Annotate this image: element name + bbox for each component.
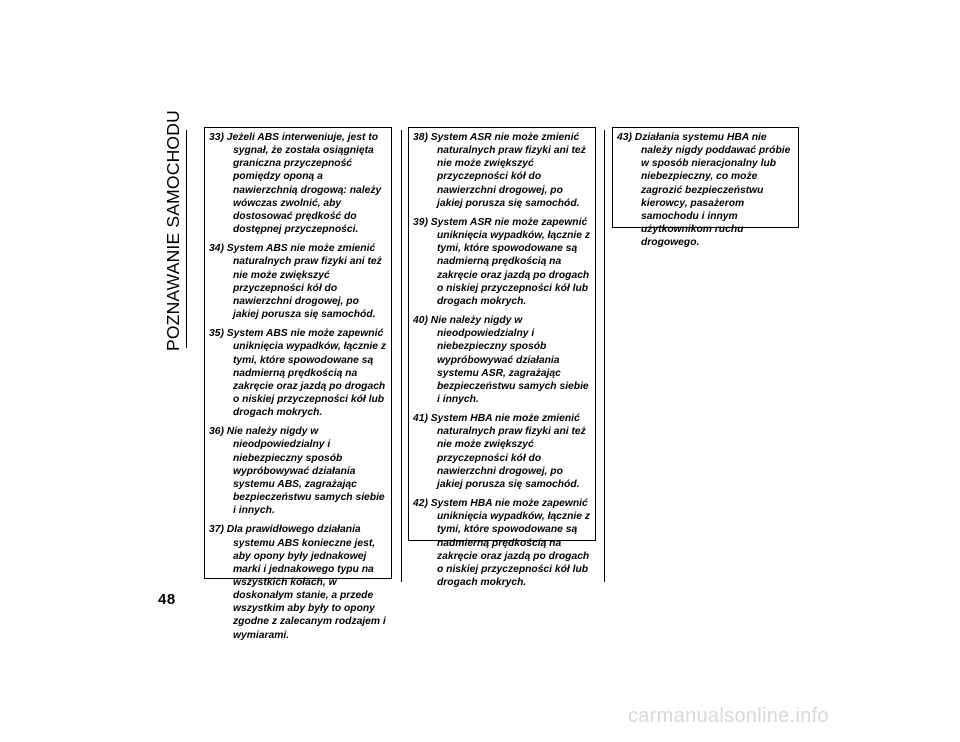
- section-title-rule: [186, 130, 187, 348]
- page-number: 48: [158, 591, 176, 608]
- note-38: 38) System ASR nie może zmienić naturalnych praw fizyki ani też nie może zwiększyć przyczepności kół do nawierzchni drogowej, po jakiej porusza się samochód.: [413, 132, 586, 209]
- note-35: 35) System ABS nie może zapewnić uniknięcia wypadków, łącznie z tymi, które spowodowane są nadmierną prędkością na zakręcie oraz jazdą po drogach o niskiej przyczepności kół lub drogach mokrych.: [209, 328, 386, 419]
- column-divider-right: [604, 130, 605, 582]
- section-title: POZNAWANIE SAMOCHODU: [163, 110, 183, 351]
- column-divider-left: [401, 130, 402, 582]
- note-34: 34) System ABS nie może zmienić naturalnych praw fizyki ani też nie może zwiększyć przyczepności kół do nawierzchni drogowej, po jakiej porusza się samochód.: [209, 243, 382, 321]
- warning-notes-column-3: [612, 127, 799, 249]
- note-43: 43) Działania systemu HBA nie należy nigdy poddawać próbie w sposób nieracjonalny lub niebezpieczny, co może zagrozić bezpieczeństwu kierowcy, pasażerom samochodu i innym użytkownikom ruchu drogowego.: [617, 132, 791, 249]
- note-40: 40) Nie należy nigdy w nieodpowiedzialny i niebezpieczny sposób wypróbowywać działania systemu ASR, zagrażając bezpieczeństwu samych siebie i innych.: [413, 315, 589, 405]
- note-36: 36) Nie należy nigdy w nieodpowiedzialny i niebezpieczny sposób wypróbowywać działania systemu ABS, zagrażając bezpieczeństwu samych siebie i innych.: [209, 426, 385, 517]
- note-41: 41) System HBA nie może zmienić naturalnych praw fizyki ani też nie może zwiększyć przyczepności kół do nawierzchni drogowej, po jakiej porusza się samochód.: [413, 413, 586, 490]
- note-42: 42) System HBA nie może zapewnić uniknięcia wypadków, łącznie z tymi, które spowodowane są nadmierną prędkością na zakręcie oraz jazdą po drogach o niskiej przyczepności kół lub drogach mokrych.: [413, 498, 590, 588]
- note-33: 33) Jeżeli ABS interweniuje, jest to sygnał, że została osiągnięta graniczna przyczepność pomiędzy oponą a nawierzchnią drogową: należy wówczas zwolnić, aby dostosować prędkość do dostępnej przyczepności.: [209, 132, 382, 236]
- warning-notes-column-2: [408, 127, 596, 588]
- note-37: 37) Dla prawidłowego działania systemu ABS konieczne jest, aby opony były jednakowej marki i jednakowego typu na wszystkich kołach, w doskonałym stanie, a przede wszystkim aby były to opony zgodne z zalecanym rodzajem i wymiarami.: [209, 524, 386, 641]
- note-39: 39) System ASR nie może zapewnić uniknięcia wypadków, łącznie z tymi, które spowodowane są nadmierną prędkością na zakręcie oraz jazdą po drogach o niskiej przyczepności kół lub drogach mokrych.: [413, 216, 590, 307]
- warning-notes-column-1: [204, 127, 392, 641]
- watermark: carmanualsonline.info: [628, 705, 829, 727]
